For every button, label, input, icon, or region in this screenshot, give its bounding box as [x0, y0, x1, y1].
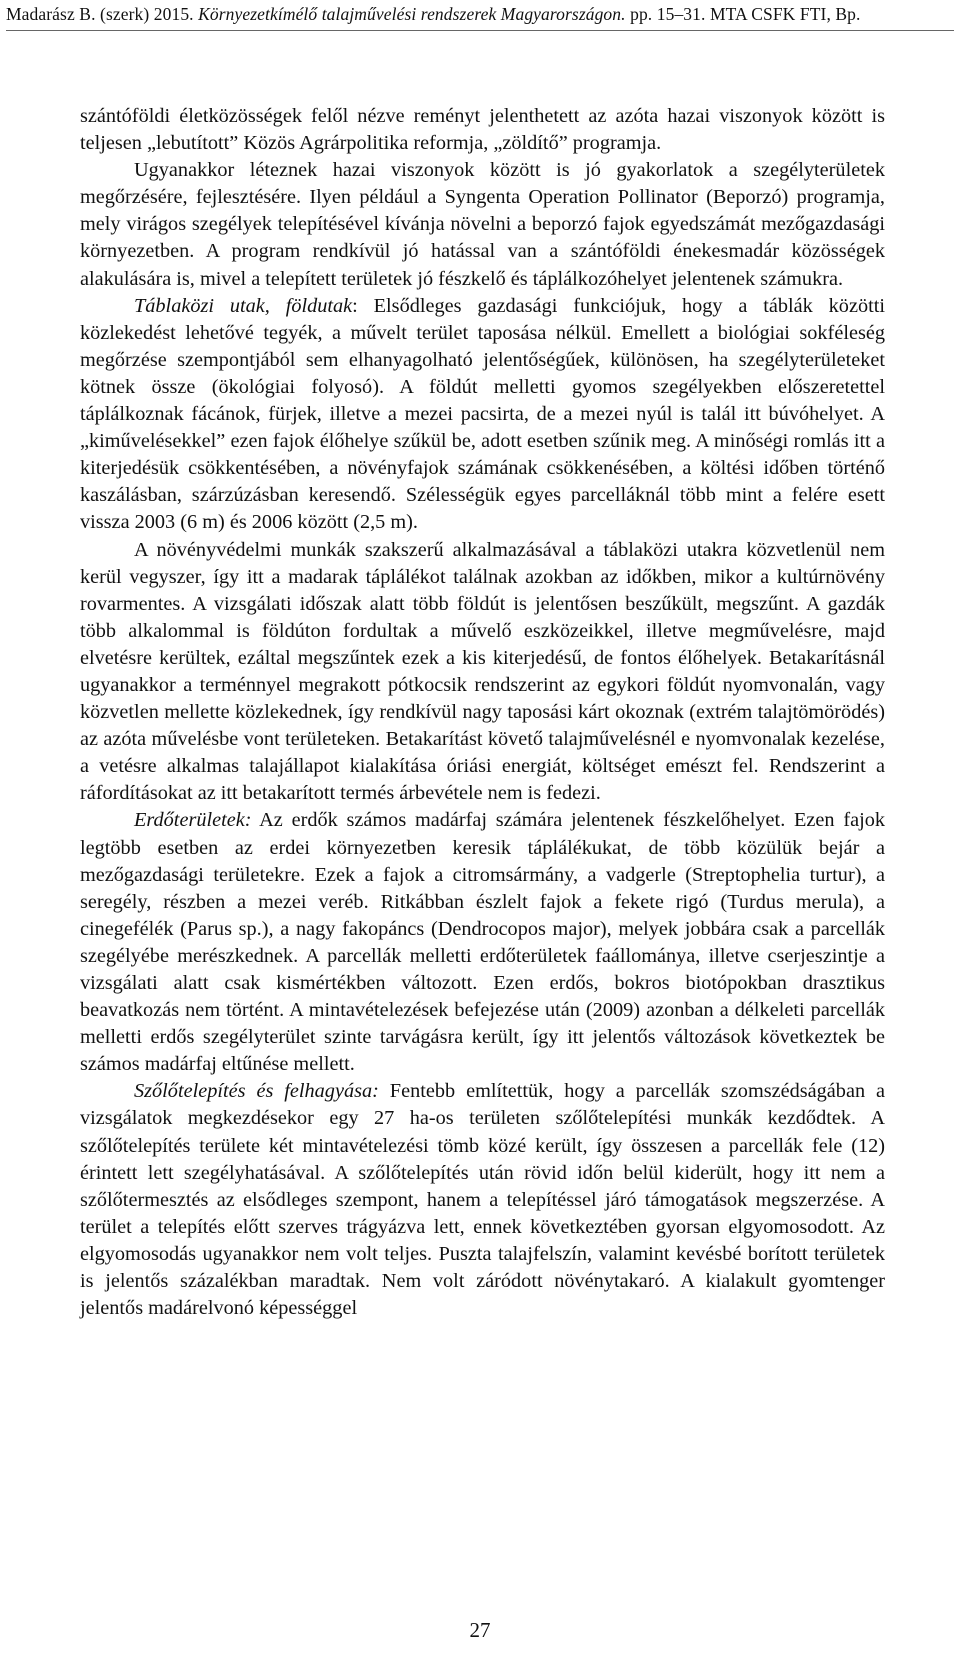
paragraph — [80, 293, 885, 537]
paragraph-text: szántóföldi életközösségek felől nézve reményt jelenthetett az azóta hazai viszonyok között is teljesen „lebutított” Közös Agrárpolitika reformja, „zöldítő” programja. — [80, 105, 885, 155]
paragraph-text: : Elsődleges gazdasági funkciójuk, hogy a táblák közötti közlekedést lehetővé tegyék, a művelt terület taposása nélkül. Emellett a biológiai sokféleség megőrzése szempontjából sem elhanyagolható jelentőségűek, különösen, ha szegélyterületeket kötnek össze (ökológiai folyosó). A földút melletti gyomos szegélyekben előszeretettel táplálkoznak fácánok, fürjek, illetve a mezei pacsirta, de a mezei nyúl is talál itt búvóhelyet. A „kiművelésekkel” ezen fajok élőhelye szűkül be, adott esetben szűnik meg. A minőségi romlás itt a kiterjedésük csökkentésében, a növényfajok számának csökkenésében, a költési időben történő kaszálásban, szárzúzásban keresendő. Szélességük egyes parcelláknál több mint a felére esett vissza 2003 (6 m) és 2006 között (2,5 m). — [80, 294, 885, 534]
paragraph-text: Fentebb említettük, hogy a parcellák szomszédságában a vizsgálatok megkezdésekor egy 27 ha-os területen szőlőtelepítési munkák kezdődtek. A szőlőtelepítés területe két mintavételezési tömb közé került, így összesen a parcellák fele (12) érintett lett szegélyhatásával. A szőlőtelepítés után rövid időn belül kiderült, hogy itt nem a szőlőtermesztés az elsődleges szempont, hanem a telepítéssel járó támogatások megszerzése. A terület a telepítés előtt szerves trágyázva lett, ennek következtében gyorsan elgyomosodott. Az elgyomosodás ugyanakkor nem volt teljes. Puszta talajfelszín, valamint kevésbé borított területek is jelentős százalékban maradtak. Nem volt záródott növénytakaró. A kialakult gyomtenger jelentős madárelvonó képességgel — [80, 1080, 886, 1320]
header-book-title: Környezetkímélő talajművelési rendszerek Magyarországon. — [198, 4, 626, 24]
page-number: 27 — [469, 1618, 491, 1642]
paragraph — [80, 537, 885, 808]
paragraph-lead-heading: Szőlőtelepítés és felhagyása: — [134, 1080, 379, 1103]
header-authors: Madarász B. (szerk) 2015. — [6, 4, 194, 24]
article-body — [80, 103, 885, 1322]
paragraph-lead-heading: Táblaközi utak, földutak — [134, 294, 353, 317]
paragraph-text: Ugyanakkor léteznek hazai viszonyok között is jó gyakorlatok a szegélyterületek megőrzésére, fejlesztésére. Ilyen például a Syngenta Operation Pollinator (Beporzó) programja, mely virágos szegélyek telepítésével kívánja növelni a beporzó fajok egyedszámát mezőgazdasági környezetben. A program rendkívül jó hatással van a szántóföldi énekesmadár közösségek alakulására is, mivel a telepített területek jó fészkelő és táplálkozóhelyet jelentenek számukra. — [80, 159, 885, 290]
paragraph — [80, 157, 885, 292]
paragraph — [80, 1078, 885, 1322]
header-divider — [6, 30, 954, 31]
paragraph-text: Az erdők számos madárfaj számára jelentenek fészkelőhelyet. Ezen fajok legtöbb esetben az erdei környezetben keresik táplálékukat, de több közülük bejár a mezőgazdasági területekre. Ezek a fajok a citromsármány, a vadgerle (Streptophelia turtur), a seregély, részben a mezei veréb. Ritkábban észlelt fajok a fekete rigó (Turdus merula), a cinegefélék (Parus sp.), a nagy fakopáncs (Dendrocopos major), melyek jobbára csak a parcellák szegélyébe merészkednek. A parcellák melletti erdőterületek faállománya, illetve cserjeszintje a vizsgálati alatt csak kismértékben változott. Ezen erdős, bokros biotópokban drasztikus beavatkozás nem történt. A mintavételezések befejezése után (2009) azonban a délkeleti parcellák melletti erdős szegélyterület szinte tarvágásra került, így itt jelentős változások következtek be számos madárfaj eltűnése mellett. — [80, 809, 885, 1076]
paragraph-lead-heading: Erdőterületek: — [134, 809, 252, 832]
paragraph — [80, 103, 885, 157]
paragraph — [80, 807, 885, 1078]
running-header — [6, 3, 960, 25]
paragraph-text: A növényvédelmi munkák szakszerű alkalmazásával a táblaközi utakra közvetlenül nem kerül vegyszer, így itt a madarak táplálékot találnak azokban az időkben, mikor a kultúrnövény rovarmentes. A vizsgálati időszak alatt több földút is jelentősen beszűkült, megszűnt. A gazdák több alkalommal is földúton fordultak a művelő eszközeikkel, illetve megművelésre, majd elvetésre kerültek, ezáltal megszűntek ezek a kis kiterjedésű, de fontos élőhelyek. Betakarításnál ugyanakkor a terménnyel megrakott pótkocsik rendszerint az egykori földút nyomvonalán, vagy közvetlen mellette közlekednek, így rendkívül nagy taposási kárt okoznak (extrém talajtömörödés) az azóta művelésbe vont területeken. Betakarítást követő talajművelésnél e nyomvonalak kezelése, a vetésre alkalmas talajállapot kialakítása óriási energiát, költséget emészt fel. Rendszerint a ráfordításokat az itt betakarított termés árbevétele nem is fedezi. — [80, 538, 885, 805]
header-pages-publisher: pp. 15–31. MTA CSFK FTI, Bp. — [630, 4, 861, 24]
